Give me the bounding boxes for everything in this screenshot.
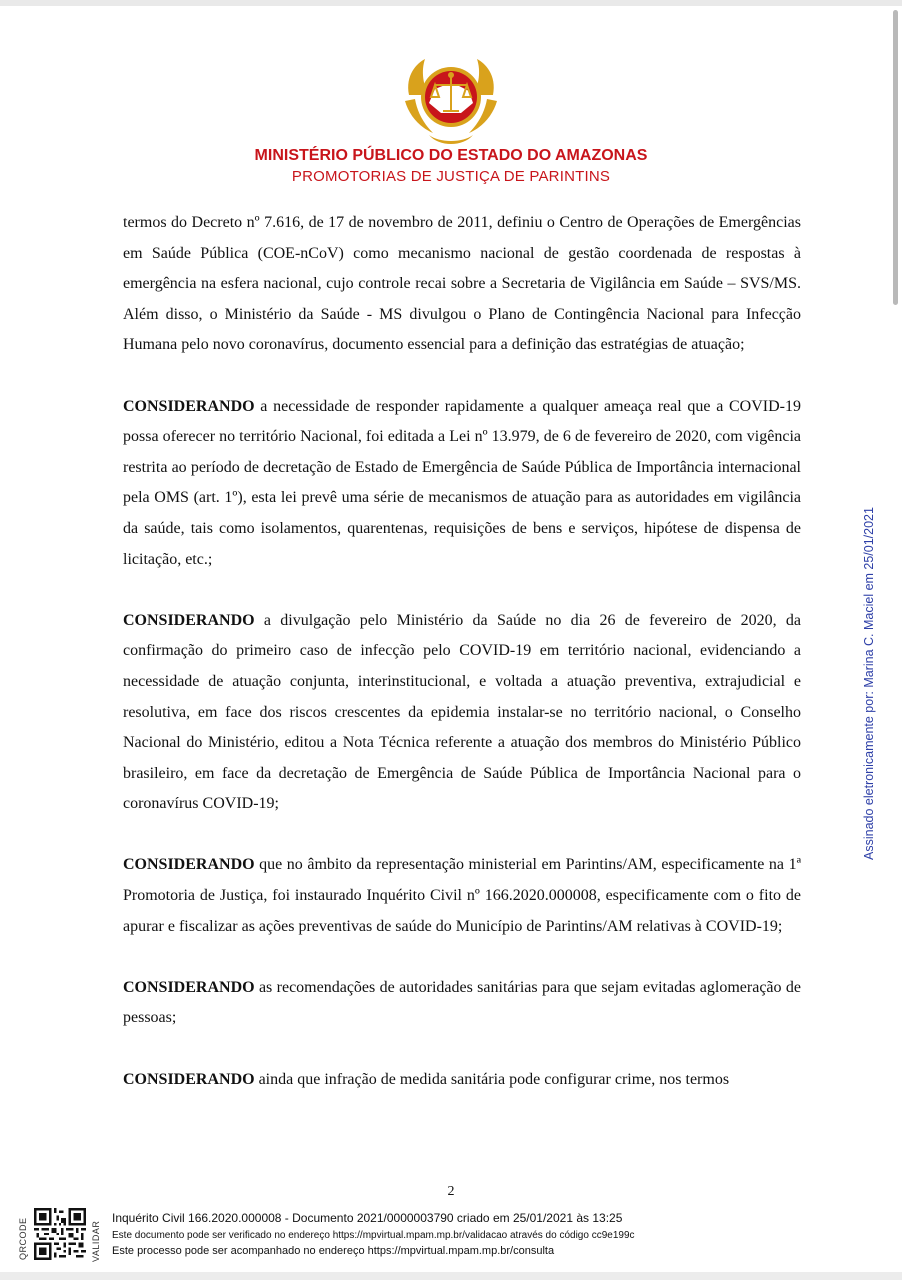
document-header	[0, 55, 902, 185]
validation-footer	[0, 1200, 902, 1270]
electronic-signature-note: Assinado eletronicamente por: Marina C. Maciel em 25/01/2021	[862, 507, 876, 860]
paragraph-1: termos do Decreto nº 7.616, de 17 de novembro de 2011, definiu o Centro de Operações de Emergências em Saúde Pública (COE-nCoV) como mecanismo nacional de gestão coordenada de respostas à emergência na esfera nacional, cujo controle recai sobre a Secretaria de Vigilância em Saúde – SVS/MS. Além disso, o Ministério da Saúde - MS divulgou o Plano de Contingência Nacional para Infecção Humana pelo novo coronavírus, documento essencial para a definição das estratégias de atuação;	[123, 214, 801, 354]
qr-code-icon[interactable]	[34, 1208, 86, 1260]
paragraph-6-text: ainda que infração de medida sanitária pode configurar crime, nos termos	[254, 1070, 730, 1088]
footer-document-info: Inquérito Civil 166.2020.000008 - Documento 2021/0000003790 criado em 25/01/2021 às 13:25	[112, 1211, 623, 1225]
considerando-keyword: CONSIDERANDO	[123, 1070, 255, 1088]
paragraph-2	[123, 392, 801, 576]
footer-consultation-info: Este processo pode ser acompanhado no endereço https://mpvirtual.mpam.mp.br/consulta	[112, 1245, 555, 1257]
paragraph-3-text: a divulgação pelo Ministério da Saúde no dia 26 de fevereiro de 2020, da confirmação do primeiro caso de infecção pelo COVID-19 em território nacional, evidenciando a necessidade de atuação conjunta, interinstitucional, e voltada a atuação preventiva, extrajudicial e resolutiva, em face dos riscos crescentes da epidemia instalar-se no território nacional, o Conselho Nacional do Ministério, editou a Nota Técnica referente a atuação dos membros do Ministério Público brasileiro, em face da decretação de Emergência de Saúde Pública de Importância Nacional para o coronavírus COVID-19;	[123, 611, 801, 813]
paragraph-4-text: que no âmbito da representação ministerial em Parintins/AM, especificamente na 1ª Promotoria de Justiça, foi instaurado Inquérito Civil nº 166.2020.000008, especificamente com o fito de apurar e fiscalizar as ações preventivas de saúde do Município de Parintins/AM relativas à COVID-19;	[123, 856, 801, 935]
organization-unit: PROMOTORIAS DE JUSTIÇA DE PARINTINS	[291, 168, 611, 185]
considerando-keyword: CONSIDERANDO	[123, 978, 255, 996]
validar-label[interactable]: VALIDAR	[91, 1220, 101, 1262]
paragraph-3	[123, 606, 801, 820]
paragraph-5-text: as recomendações de autoridades sanitárias para que sejam evitadas aglomeração de pessoas;	[123, 978, 801, 1027]
paragraph-2-text: a necessidade de responder rapidamente a qualquer ameaça real que a COVID-19 possa oferecer no território Nacional, foi editada a Lei nº 13.979, de 6 de fevereiro de 2020, com vigência restrita ao período de decretação de Estado de Emergência de Saúde Pública de Importância internacional pela OMS (art. 1º), esta lei prevê uma série de mecanismos de atuação para as autoridades em vigilância da saúde, tais como isolamentos, quarentenas, requisições de bens e serviços, hipótese de dispensa de licitação, etc.;	[123, 397, 801, 568]
considerando-keyword: CONSIDERANDO	[123, 856, 255, 874]
considerando-keyword: CONSIDERANDO	[123, 611, 255, 629]
page-number: 2	[447, 1184, 455, 1199]
footer-verification-info: Este documento pode ser verificado no endereço https://mpvirtual.mpam.mp.br/validacao através do código cc9e199c	[112, 1230, 635, 1241]
bottom-edge	[0, 1272, 902, 1280]
qrcode-label: QRCODE	[18, 1217, 28, 1260]
scales-of-justice-emblem-icon	[399, 55, 503, 149]
considerando-keyword: CONSIDERANDO	[123, 397, 255, 415]
top-edge	[0, 0, 902, 6]
paragraph-4	[123, 850, 801, 942]
organization-name: MINISTÉRIO PÚBLICO DO ESTADO DO AMAZONAS	[254, 147, 648, 164]
paragraph-6	[123, 1065, 801, 1096]
document-body	[123, 208, 801, 1095]
paragraph-5	[123, 973, 801, 1034]
